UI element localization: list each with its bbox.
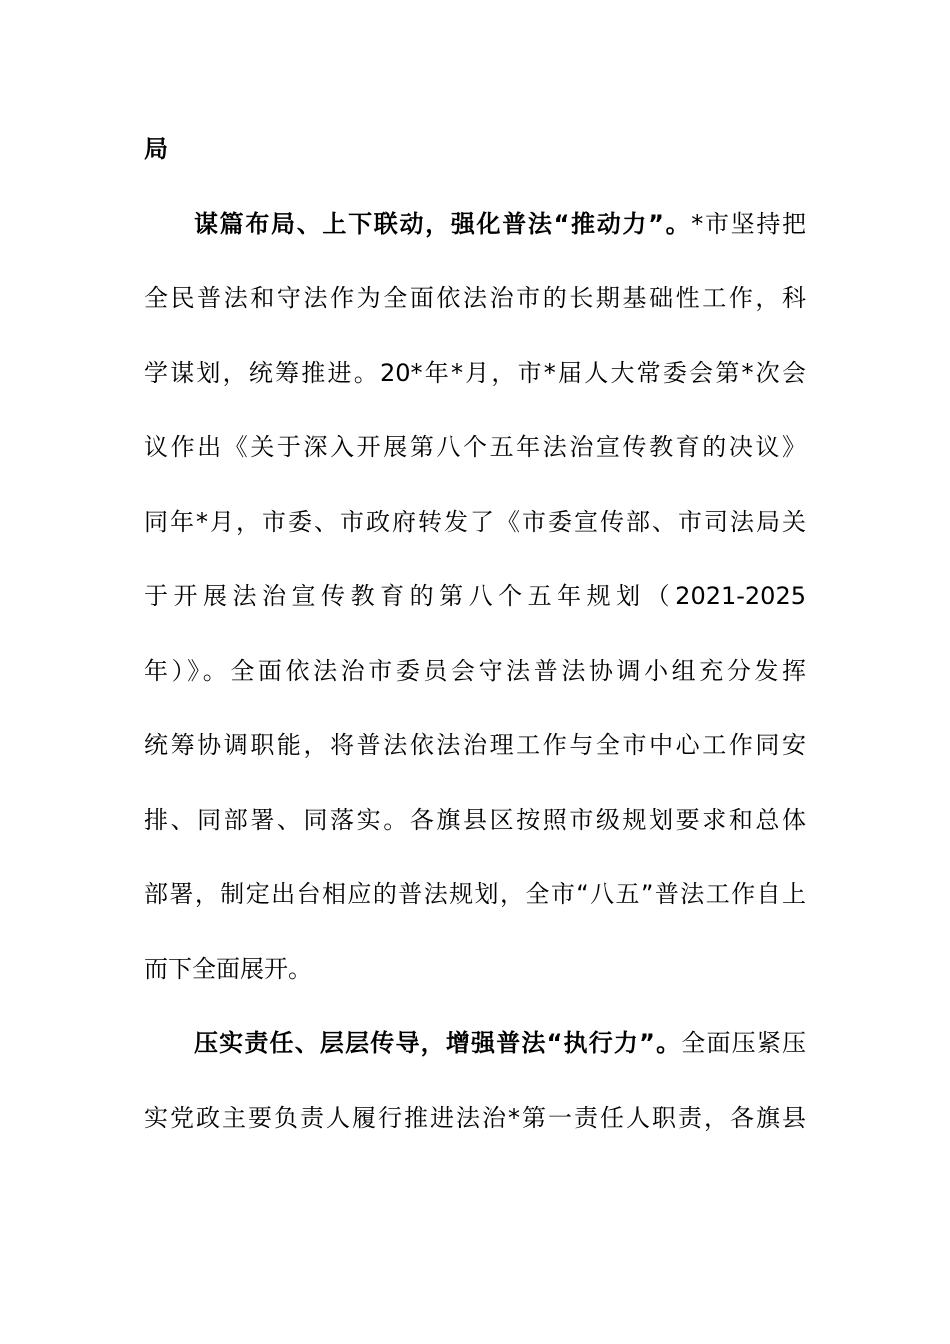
- heading-tail: 局: [144, 135, 168, 163]
- paragraph-line: [144, 187, 806, 262]
- paragraph-line: 全民普法和守法作为全面依法治市的长期基础性工作，科: [144, 284, 806, 312]
- paragraph-line: 部署，制定出台相应的普法规划，全市“八五”普法工作自上: [144, 880, 806, 908]
- paragraph-text: 全面压紧压: [681, 1029, 806, 1057]
- paragraph-line: 排、同部署、同落实。各旗县区按照市级规划要求和总体: [144, 805, 806, 834]
- paragraph-text: *市坚持把: [691, 209, 806, 238]
- paragraph-line: [144, 1006, 806, 1081]
- paragraph-line: 议作出《关于深入开展第八个五年法治宣传教育的决议》: [144, 433, 806, 461]
- paragraph-line: 而下全面展开。: [144, 954, 312, 983]
- paragraph-line: 统筹协调职能，将普法依法治理工作与全市中心工作同安: [144, 731, 806, 759]
- paragraph-lead: 谋篇布局、上下联动，强化普法“推动力”。: [194, 209, 692, 238]
- document-page: [144, 112, 806, 1155]
- paragraph-execution: [144, 1006, 806, 1155]
- paragraph-line: 学谋划，统筹推进。20*年*月，市*届人大常委会第*次会: [144, 358, 806, 387]
- paragraph-line: 于开展法治宣传教育的第八个五年规划（2021-2025: [144, 582, 806, 610]
- paragraph-line: 年）》。全面依法治市委员会守法普法协调小组充分发挥: [144, 656, 806, 685]
- paragraph-promotion: [144, 187, 806, 1007]
- paragraph-line: 实党政主要负责人履行推进法治*第一责任人职责，各旗县: [144, 1103, 806, 1132]
- paragraph-line: 同年*月，市委、市政府转发了《市委宣传部、市司法局关: [144, 507, 806, 536]
- paragraph-lead: 压实责任、层层传导，增强普法“执行力”。: [194, 1029, 682, 1057]
